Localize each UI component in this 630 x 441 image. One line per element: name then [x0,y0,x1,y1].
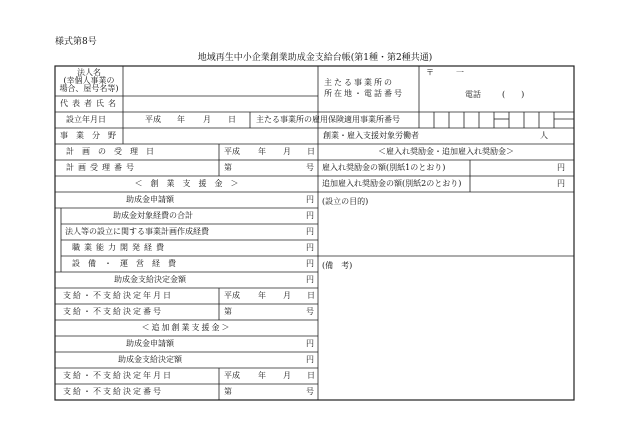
phone-parens: ( ) [502,90,525,99]
add-hire-amount-label: 追加雇入れ奨励金の額(別紙2のとおり) [322,179,462,188]
established-era: 平成 [145,115,161,124]
add-decided-amount-yen: 円 [306,355,314,364]
decision-number-suffix: 号 [306,307,314,316]
plan-received-day: 日 [307,147,315,156]
representative-label: 代表者氏名 [60,99,120,108]
skill-dev-cost-yen: 円 [306,243,314,252]
decision-month: 月 [283,291,291,300]
established-label: 設立年月日 [66,115,106,124]
add-decision-number-prefix: 第 [224,387,232,396]
decision-number-prefix: 第 [224,307,232,316]
add-decision-month: 月 [283,371,291,380]
add-hire-amount-yen: 円 [557,179,565,188]
remarks-label: (備 考) [322,261,353,270]
decision-date-label: 支給・不支給決定年月日 [63,291,173,300]
corp-plan-cost-label: 法人等の設立に関する事業計画作成経費 [65,227,209,236]
plan-received-year: 年 [258,147,266,156]
apply-amount-yen: 円 [306,195,314,204]
equipment-cost-label: 設備・運営経費 [72,259,184,268]
add-decision-year: 年 [258,371,266,380]
insurance-label: 主たる事業所の雇用保険適用事業所番号 [256,115,400,124]
phone-label: 電話 [465,90,481,99]
established-day: 日 [228,115,236,124]
established-month: 月 [203,115,211,124]
hire-amount-label: 雇入れ奨励金の額(別紙1のとおり) [322,163,446,172]
decision-number-label: 支給・不支給決定番号 [63,307,163,316]
corp-name-label: 法人名 [77,68,101,77]
decision-day: 日 [307,291,315,300]
corp-name-label-3: 場合、屋号名等) [59,84,119,93]
office-label-2: 所在地・電話番号 [324,89,404,98]
add-apply-amount-label: 助成金申請額 [126,339,174,348]
add-apply-amount-yen: 円 [306,339,314,348]
decided-amount-yen: 円 [306,275,314,284]
business-field-label: 事業分野 [60,131,124,140]
purpose-label: (設立の目的) [322,197,369,206]
plan-received-date-label: 計画の受理日 [66,147,162,156]
plan-received-month: 月 [283,147,291,156]
plan-number-suffix: 号 [306,163,314,172]
plan-received-number-label: 計画受理番号 [66,163,138,172]
hire-amount-yen: 円 [557,163,565,172]
corp-name-label-2: (幸個人事業の [63,76,115,85]
workers-unit: 人 [540,131,548,140]
target-total-label: 助成金対象経費の合計 [113,211,193,220]
skill-dev-cost-label: 職業能力開発経費 [72,243,168,252]
decided-amount-label: 助成金支給決定金額 [114,275,186,284]
office-label: 主たる事業所の [324,78,394,87]
form-number: 様式第8号 [55,37,97,47]
plan-number-prefix: 第 [224,163,232,172]
add-decision-number-label: 支給・不支給決定番号 [63,387,163,396]
plan-received-era: 平成 [224,147,240,156]
add-decision-day: 日 [307,371,315,380]
page-title: 地域再生中小企業創業助成金支給台帳(第1種・第2種共通) [197,53,433,63]
corp-plan-cost-yen: 円 [306,227,314,236]
decision-era: 平成 [224,291,240,300]
postal-dash: 一 [456,68,464,77]
decision-year: 年 [258,291,266,300]
startup-support-header: ＜ 創 業 支 援 金 ＞ [134,179,239,188]
add-decision-date-label: 支給・不支給決定年月日 [63,371,173,380]
equipment-cost-yen: 円 [306,259,314,268]
add-decision-era: 平成 [224,371,240,380]
add-decided-amount-label: 助成金支給決定額 [118,355,182,364]
established-year: 年 [177,115,185,124]
additional-support-header: ＜追加創業支援金＞ [141,323,232,332]
hire-incentive-header: ＜雇入れ奨励金・追加雇入れ奨励金＞ [378,147,514,156]
add-decision-number-suffix: 号 [306,387,314,396]
target-total-yen: 円 [306,211,314,220]
postal-mark: 〒 [426,68,434,77]
apply-amount-label: 助成金申請額 [126,195,174,204]
workers-label: 創業・雇入支援対象労働者 [323,131,419,140]
